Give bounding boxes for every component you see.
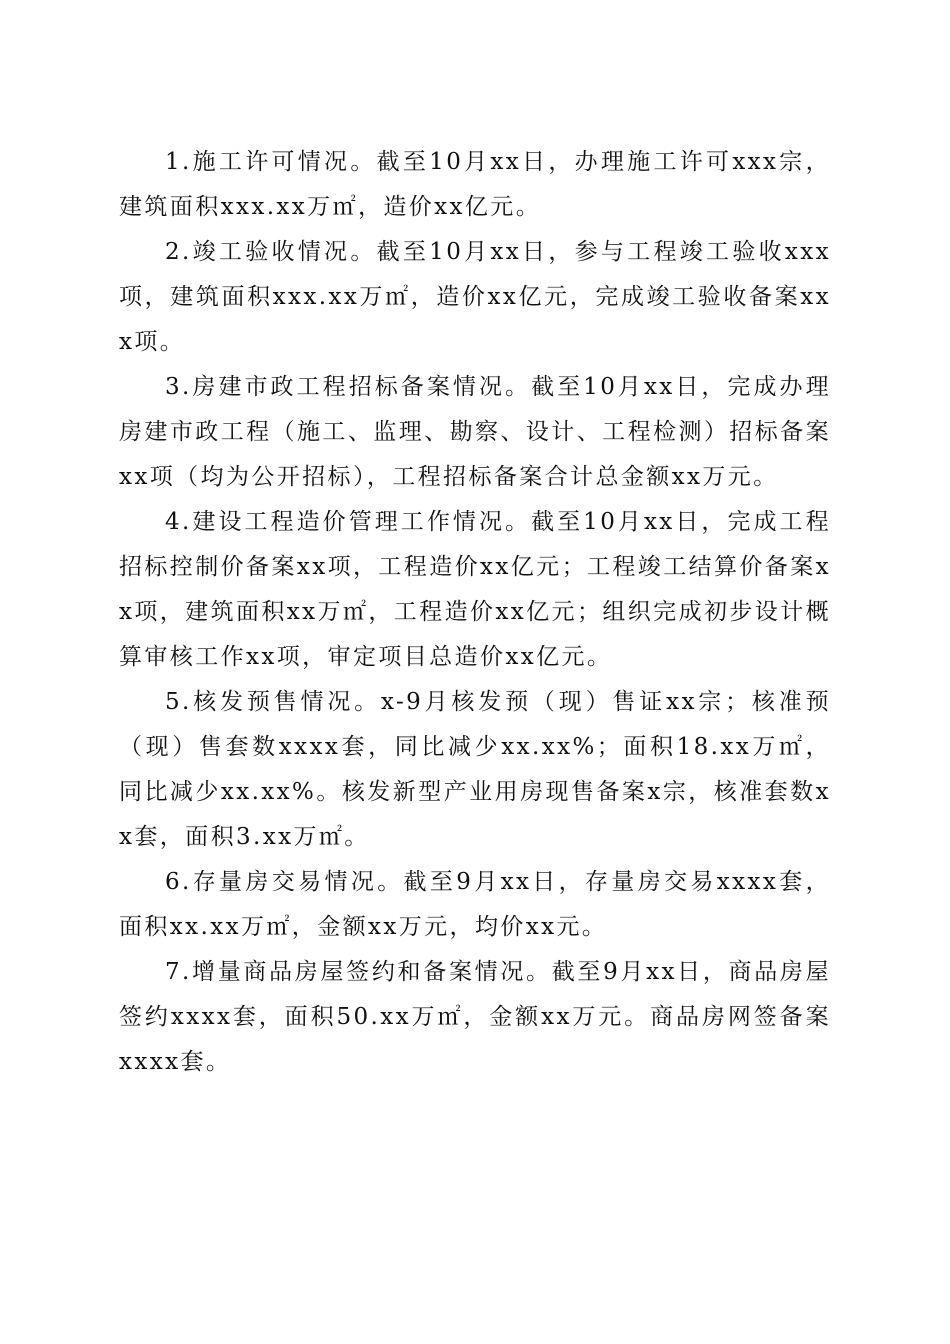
paragraph-existing-housing-transactions: 6.存量房交易情况。截至9月xx日，存量房交易xxxx套，面积xx.xx万㎡，金额xx万元，均价xx元。	[119, 869, 831, 940]
paragraph-presale-permits: 5.核发预售情况。x-9月核发预（现）售证xx宗；核准预（现）售套数xxxx套，同比减少xx.xx%；面积18.xx万㎡，同比减少xx.xx%。核发新型产业用房现售备案x宗，核准套数xx套，面积3.xx万㎡。	[119, 689, 831, 850]
paragraph-new-housing-contracts: 7.增量商品房屋签约和备案情况。截至9月xx日，商品房屋签约xxxx套，面积50.xx万㎡，金额xx万元。商品房网签备案xxxx套。	[119, 959, 831, 1075]
paragraph-completion-acceptance: 2.竣工验收情况。截至10月xx日，参与工程竣工验收xxx项，建筑面积xxx.xx万㎡，造价xx亿元，完成竣工验收备案xxx项。	[119, 239, 831, 355]
paragraph-construction-permit: 1.施工许可情况。截至10月xx日，办理施工许可xxx宗，建筑面积xxx.xx万㎡，造价xx亿元。	[119, 149, 831, 220]
paragraph-cost-management: 4.建设工程造价管理工作情况。截至10月xx日，完成工程招标控制价备案xx项，工程造价xx亿元；工程竣工结算价备案xx项，建筑面积xx万㎡，工程造价xx亿元；组织完成初步设计概算审核工作xx项，审定项目总造价xx亿元。	[119, 509, 831, 670]
document-body	[119, 140, 831, 1085]
paragraph-bidding-filing: 3.房建市政工程招标备案情况。截至10月xx日，完成办理房建市政工程（施工、监理、勘察、设计、工程检测）招标备案xx项（均为公开招标），工程招标备案合计总金额xx万元。	[119, 374, 831, 490]
